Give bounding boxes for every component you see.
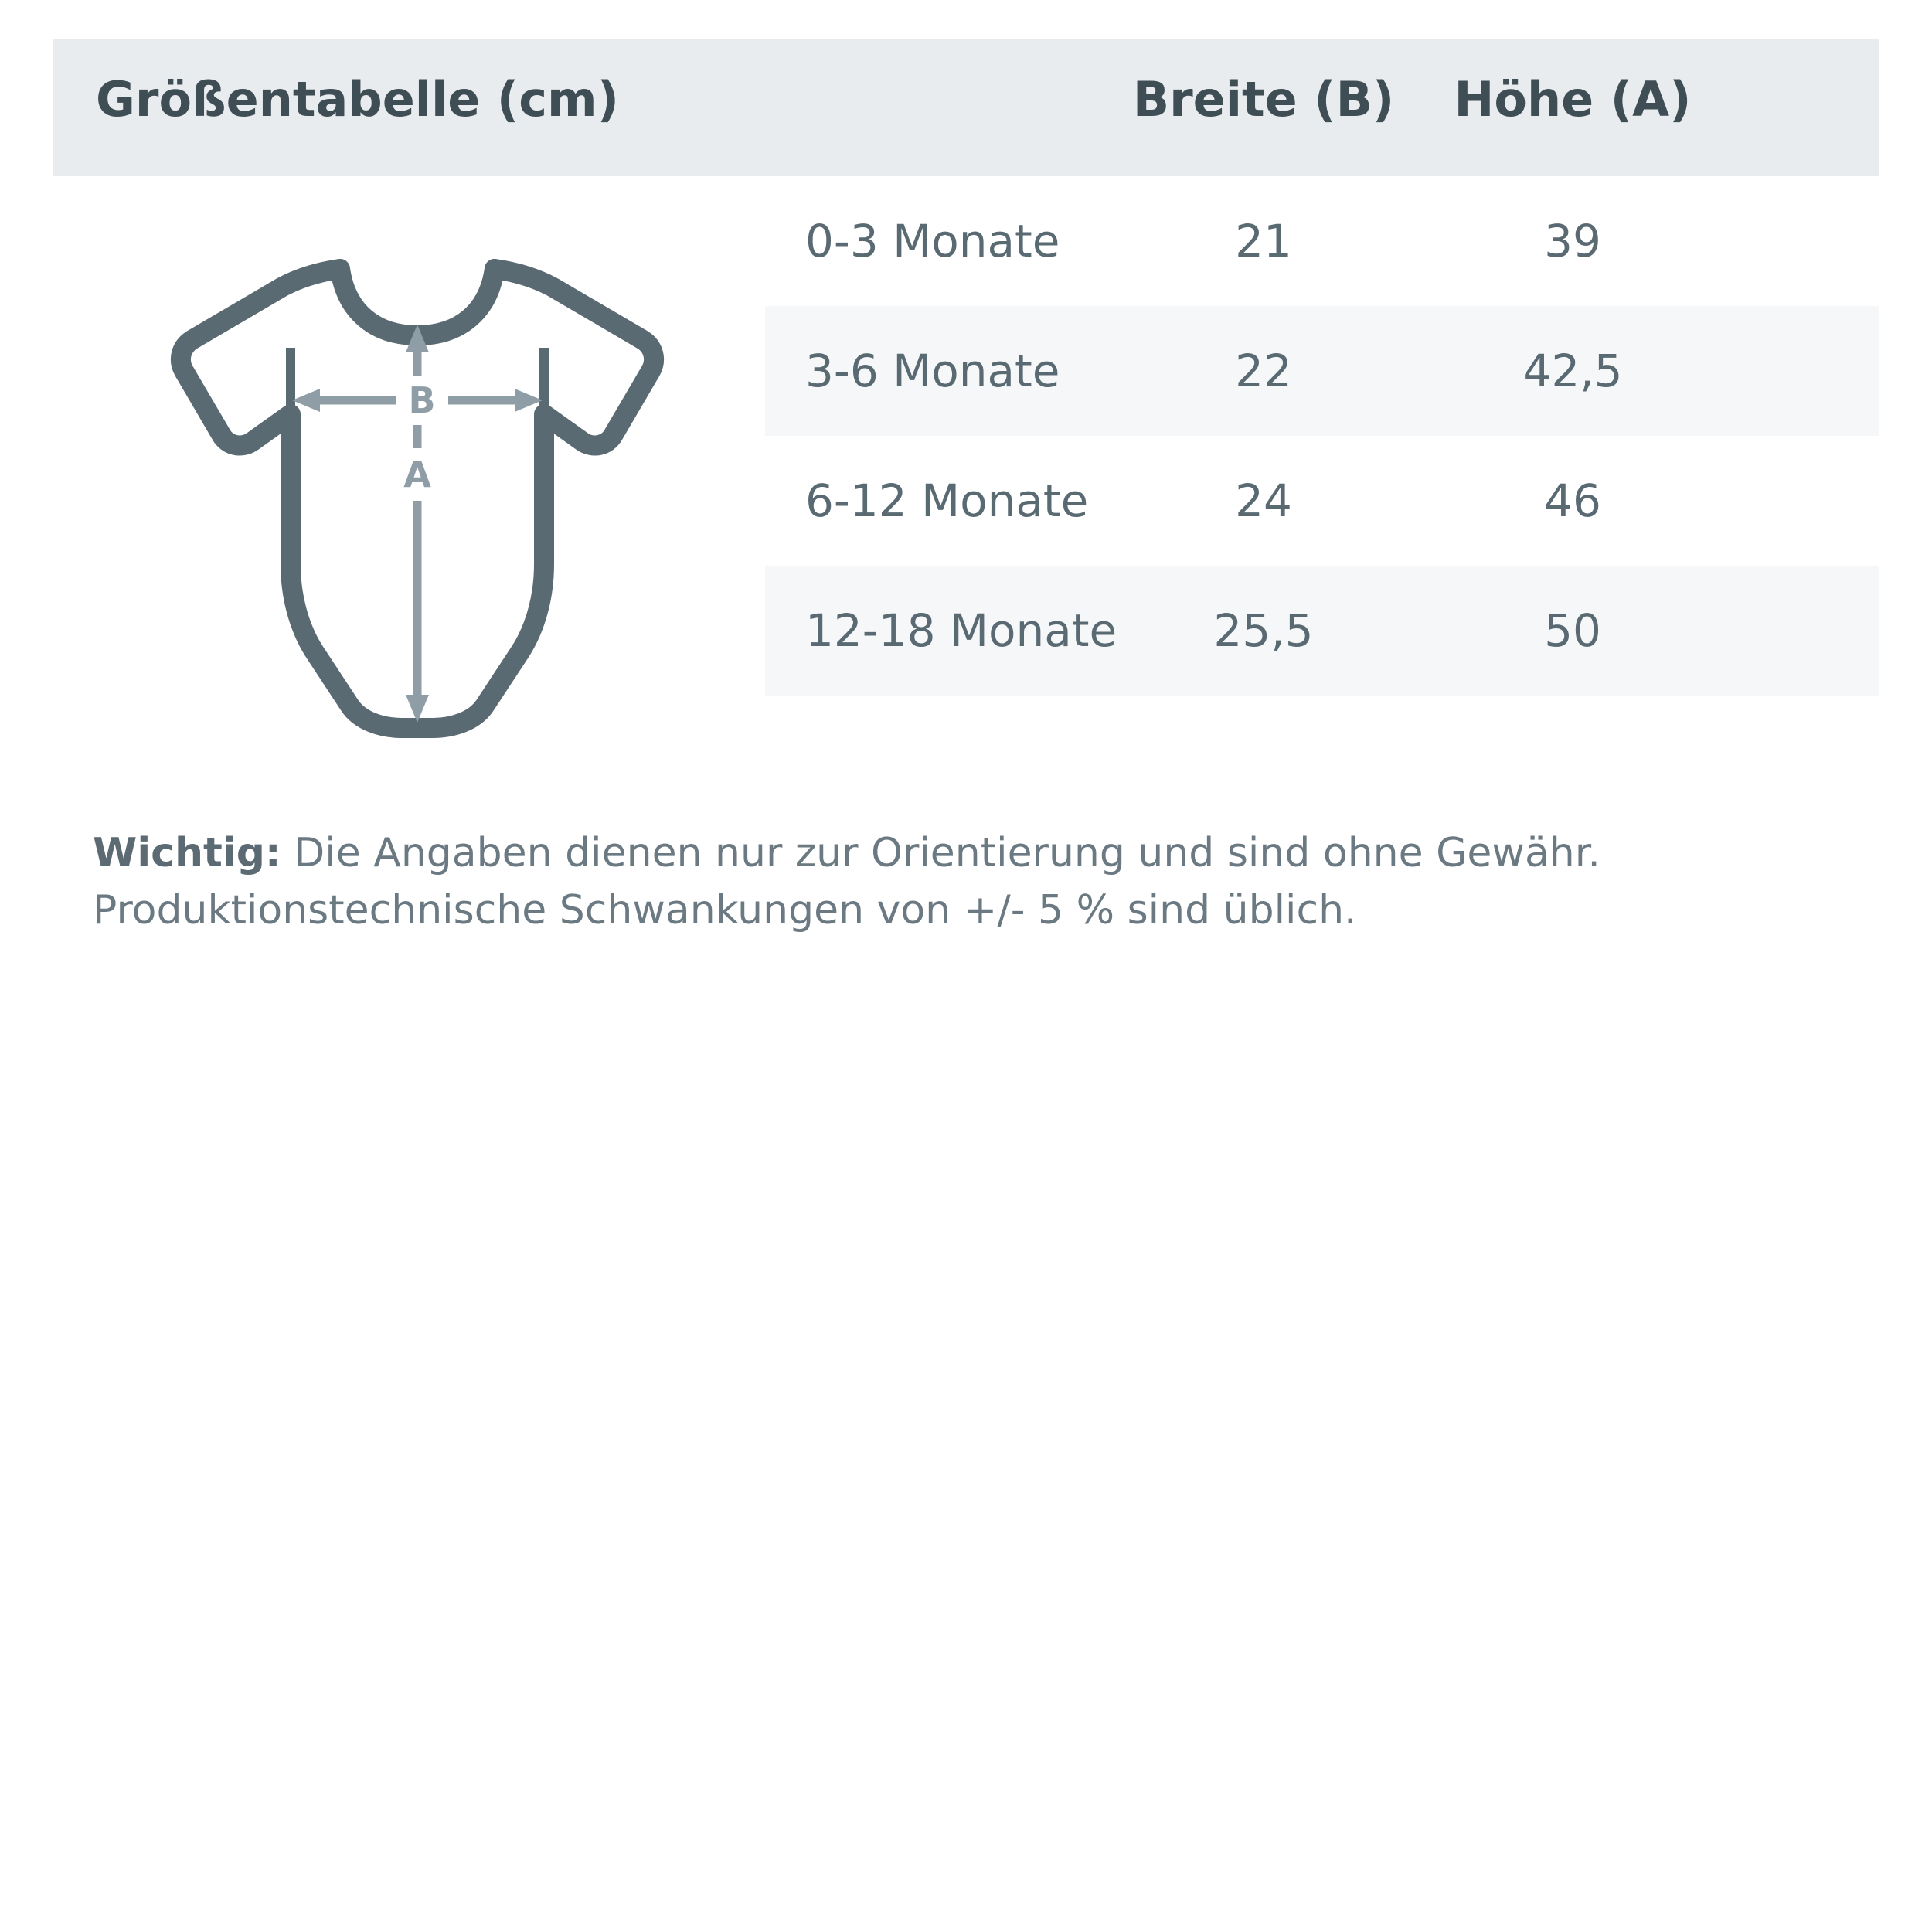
row-height-value: 50 [1544, 604, 1601, 657]
table-row [765, 176, 1879, 306]
table-row [765, 566, 1879, 696]
footnote-text: Die Angaben dienen nur zur Orientierung und sind ohne Gewähr. Produktionstechnische Schwankungen von +/- 5 % sind üblich. [93, 830, 1600, 934]
row-height-value: 42,5 [1522, 345, 1623, 397]
row-width-value: 25,5 [1213, 604, 1314, 657]
row-size-label: 0-3 Monate [805, 215, 1060, 267]
svg-text:B: B [408, 379, 436, 421]
row-height-value: 39 [1544, 215, 1601, 267]
row-width-value: 22 [1235, 345, 1292, 397]
page-title: Größentabelle (cm) [96, 71, 619, 128]
row-width-value: 24 [1235, 474, 1292, 527]
row-height-value: 46 [1544, 474, 1601, 527]
table-row [765, 306, 1879, 436]
footnote-label: Wichtig: [93, 830, 281, 876]
footnote [93, 825, 1870, 940]
row-size-label: 3-6 Monate [805, 345, 1060, 397]
svg-text:A: A [403, 454, 431, 495]
row-size-label: 12-18 Monate [805, 604, 1117, 657]
column-header-height: Höhe (A) [1454, 71, 1692, 128]
table-row [765, 436, 1879, 566]
column-header-width: Breite (B) [1132, 71, 1395, 128]
bodysuit-diagram [147, 232, 688, 773]
row-size-label: 6-12 Monate [805, 474, 1089, 527]
size-table [765, 176, 1879, 696]
row-width-value: 21 [1235, 215, 1292, 267]
